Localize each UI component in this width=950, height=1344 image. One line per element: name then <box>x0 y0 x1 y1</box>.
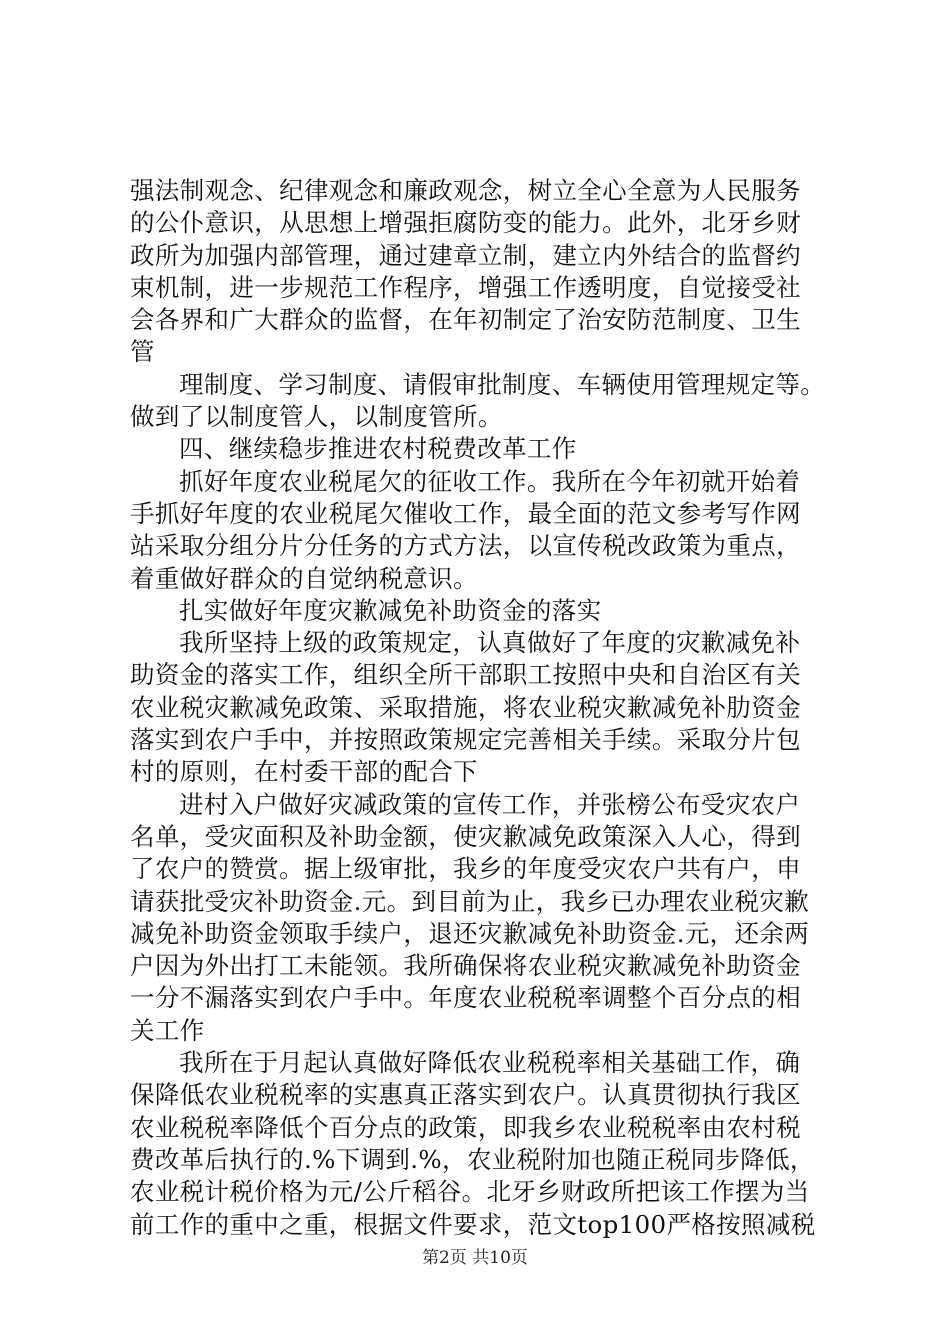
text-line: 农业税计税价格为元/公斤稻谷。北牙乡财政所把该工作摆为当 <box>130 1177 810 1207</box>
text-line: 减免补助资金领取手续户，退还灾歉减免补助资金.元，还余两 <box>130 918 810 948</box>
text-line: 扎实做好年度灾歉减免补助资金的落实 <box>179 595 602 625</box>
text-line: 户因为外出打工未能领。我所确保将农业税灾歉减免补助资金 <box>130 951 801 981</box>
text-line: 着重做好群众的自觉纳税意识。 <box>130 563 478 593</box>
text-line: 政所为加强内部管理，通过建章立制，建立内外结合的监督约 <box>130 240 801 270</box>
text-line: 抓好年度农业税尾欠的征收工作。我所在今年初就开始着 <box>179 466 801 496</box>
text-line: 请获批受灾补助资金.元。到目前为止，我乡已办理农业税灾歉 <box>130 886 810 916</box>
text-line: 助资金的落实工作，组织全所干部职工按照中央和自治区有关 <box>130 660 801 690</box>
text-line: 束机制，进一步规范工作程序，增强工作透明度，自觉接受社 <box>130 272 801 302</box>
page-footer: 第2页 共10页 <box>422 1248 528 1268</box>
text-line: 费改革后执行的.%下调到.%，农业税附加也随正税同步降低， <box>130 1144 815 1174</box>
text-line: 我所在于月起认真做好降低农业税税率相关基础工作，确 <box>179 1048 801 1078</box>
text-line: 我所坚持上级的政策规定，认真做好了年度的灾歉减免补 <box>179 628 801 658</box>
text-line: 管 <box>130 337 155 367</box>
document-body <box>130 175 840 1241</box>
text-line: 的公仆意识，从思想上增强拒腐防变的能力。此外，北牙乡财 <box>130 208 801 238</box>
text-line: 做到了以制度管人，以制度管所。 <box>130 402 503 432</box>
text-line: 站采取分组分片分任务的方式方法，以宣传税改政策为重点， <box>130 531 801 561</box>
text-line: 村的原则，在村委干部的配合下 <box>130 757 478 787</box>
text-line: 四、继续稳步推进农村税费改革工作 <box>179 434 577 464</box>
text-line: 强法制观念、纪律观念和廉政观念，树立全心全意为人民服务 <box>130 176 801 205</box>
text-line: 关工作 <box>130 1015 205 1045</box>
text-line: 农业税税率降低个百分点的政策，即我乡农业税税率由农村税 <box>130 1112 801 1142</box>
text-line: 保降低农业税税率的实惠真正落实到农户。认真贯彻执行我区 <box>130 1080 801 1110</box>
text-line: 会各界和广大群众的监督，在年初制定了治安防范制度、卫生 <box>130 305 801 335</box>
text-line: 落实到农户手中，并按照政策规定完善相关手续。采取分片包 <box>130 725 801 755</box>
text-line: 理制度、学习制度、请假审批制度、车辆使用管理规定等。 <box>179 369 826 399</box>
text-line: 名单，受灾面积及补助金额，使灾歉减免政策深入人心，得到 <box>130 821 801 851</box>
text-line: 农业税灾歉减免政策、采取措施，将农业税灾歉减免补肋资金 <box>130 692 801 722</box>
text-line: 前工作的重中之重，根据文件要求，范文top100严格按照减税 <box>130 1209 816 1239</box>
text-line: 进村入户做好灾减政策的宣传工作，并张榜公布受灾农户 <box>179 789 801 819</box>
text-line: 了农户的赞赏。据上级审批，我乡的年度受灾农户共有户，申 <box>130 854 801 884</box>
text-line: 手抓好年度的农业税尾欠催收工作，最全面的范文参考写作网 <box>130 498 801 528</box>
text-line: 一分不漏落实到农户手中。年度农业税税率调整个百分点的相 <box>130 983 801 1013</box>
